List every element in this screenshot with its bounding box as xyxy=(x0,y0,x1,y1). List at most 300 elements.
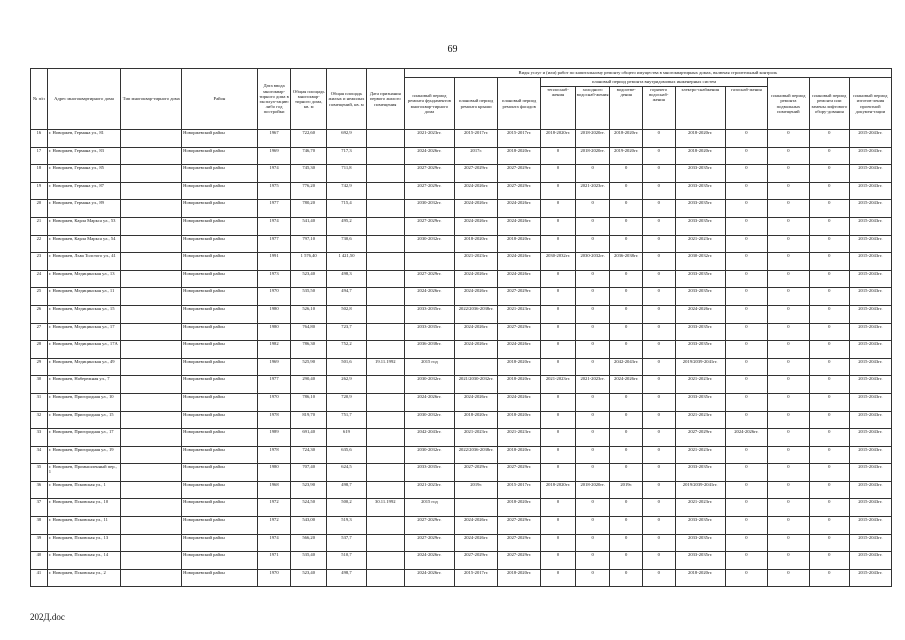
row-docs: 2015-2043гг. xyxy=(849,217,891,235)
row-docs: 2015-2043гг. xyxy=(849,534,891,552)
row-facade: 2024-2026гг. xyxy=(498,200,541,218)
row-total-area: 526,10 xyxy=(291,305,327,323)
row-docs: 2015-2043гг. xyxy=(849,429,891,447)
row-cold-water: 0 xyxy=(575,464,610,482)
row-number: 39 xyxy=(31,534,48,552)
header-facade: плановый период ремонта фасадов xyxy=(498,78,541,130)
row-basement: 0 xyxy=(767,534,809,552)
row-living-area: 720,9 xyxy=(327,393,367,411)
header-basement: плановый период ремонта подвальных помещений xyxy=(767,78,809,130)
row-district: Новоржевский район xyxy=(182,182,258,200)
row-number: 34 xyxy=(31,446,48,464)
row-roof: 2018-2020гг. xyxy=(455,411,498,429)
row-hot-water: 0 xyxy=(642,200,675,218)
row-number: 27 xyxy=(31,323,48,341)
row-heat: 0 xyxy=(541,552,576,570)
row-year: 1969 xyxy=(257,147,291,165)
row-roof xyxy=(455,358,498,376)
row-foundation: 2024-2026гг. xyxy=(404,569,454,587)
row-elevator: 0 xyxy=(809,200,849,218)
row-basement: 0 xyxy=(767,393,809,411)
row-sewer: 2019г. xyxy=(610,481,643,499)
row-date-emergency xyxy=(366,235,404,253)
row-heat: 2018-2020гг. xyxy=(541,481,576,499)
row-district: Новоржевский район xyxy=(182,288,258,306)
row-living-area: 692,9 xyxy=(327,130,367,148)
row-address: г. Новоржев, Псковская ул., 13 xyxy=(47,534,120,552)
row-date-emergency xyxy=(366,270,404,288)
header-hot-water: горячего водоснаб-жения xyxy=(642,87,675,130)
row-basement: 0 xyxy=(767,217,809,235)
row-date-emergency xyxy=(366,217,404,235)
row-district: Новоржевский район xyxy=(182,393,258,411)
row-heat: 0 xyxy=(541,411,576,429)
row-address: г. Новоржев, Германа ул., 89 xyxy=(47,200,120,218)
row-facade: 2015-2017гг. xyxy=(498,481,541,499)
row-date-emergency xyxy=(366,376,404,394)
row-cold-water: 0 xyxy=(575,446,610,464)
row-hot-water: 0 xyxy=(642,534,675,552)
header-systems-group: плановый период ремонта внутридомовых инженерных систем xyxy=(541,78,768,87)
row-year: 1978 xyxy=(257,411,291,429)
row-sewer: 0 xyxy=(610,270,643,288)
row-living-area: 723,7 xyxy=(327,323,367,341)
row-gas: 0 xyxy=(725,235,767,253)
row-basement: 0 xyxy=(767,182,809,200)
row-heat: 0 xyxy=(541,200,576,218)
row-living-area: 730,6 xyxy=(327,235,367,253)
row-docs: 2015-2043гг. xyxy=(849,552,891,570)
row-heat: 0 xyxy=(541,182,576,200)
row-docs: 2015-2043гг. xyxy=(849,323,891,341)
row-cold-water: 0 xyxy=(575,341,610,359)
row-hot-water: 0 xyxy=(642,288,675,306)
row-living-area: 742,9 xyxy=(327,182,367,200)
row-number: 26 xyxy=(31,305,48,323)
row-number: 38 xyxy=(31,517,48,535)
row-date-emergency xyxy=(366,411,404,429)
row-year: 1975 xyxy=(257,182,291,200)
row-electric: 2024-2026гг. xyxy=(675,305,725,323)
row-year: 1980 xyxy=(257,464,291,482)
row-docs: 2015-2043гг. xyxy=(849,288,891,306)
header-total-area: Общая площадь многоквар-тирного дома, кв. м xyxy=(291,69,327,130)
row-elevator: 0 xyxy=(809,393,849,411)
row-gas: 0 xyxy=(725,569,767,587)
row-number: 17 xyxy=(31,147,48,165)
row-type xyxy=(121,464,182,482)
row-electric: 2033-2035гг. xyxy=(675,165,725,183)
row-electric: 2033-2035гг. xyxy=(675,552,725,570)
row-address: г. Новоржев, Льва Толстого ул., 41 xyxy=(47,253,120,271)
row-basement: 0 xyxy=(767,130,809,148)
row-gas: 0 xyxy=(725,376,767,394)
row-type xyxy=(121,323,182,341)
row-roof: 2024-2026гг. xyxy=(455,393,498,411)
row-electric: 2030-2032гг. xyxy=(675,253,725,271)
row-living-area: 502,8 xyxy=(327,305,367,323)
row-gas: 0 xyxy=(725,165,767,183)
row-heat: 0 xyxy=(541,288,576,306)
row-type xyxy=(121,217,182,235)
row-cold-water: 2021-2023гг. xyxy=(575,376,610,394)
header-district: Район xyxy=(182,69,258,130)
row-foundation: 2030-2032гг. xyxy=(404,200,454,218)
row-facade: 2027-2029гг. xyxy=(498,165,541,183)
row-facade: 2018-2020гг. xyxy=(498,376,541,394)
row-heat: 0 xyxy=(541,534,576,552)
row-cold-water: 0 xyxy=(575,393,610,411)
row-facade: 2024-2026гг. xyxy=(498,393,541,411)
row-date-emergency xyxy=(366,130,404,148)
row-district: Новоржевский район xyxy=(182,341,258,359)
row-elevator: 0 xyxy=(809,165,849,183)
row-gas: 0 xyxy=(725,323,767,341)
table-row xyxy=(31,499,892,517)
row-address: г. Новоржев, Промышленный пер., 1 xyxy=(47,464,120,482)
table-row xyxy=(31,217,892,235)
row-heat: 0 xyxy=(541,147,576,165)
table-row xyxy=(31,130,892,148)
row-type xyxy=(121,446,182,464)
row-living-area: 262,9 xyxy=(327,376,367,394)
row-living-area: 498,3 xyxy=(327,270,367,288)
row-heat: 2018-2020гг. xyxy=(541,130,576,148)
row-living-area: 624,5 xyxy=(327,464,367,482)
row-gas: 0 xyxy=(725,200,767,218)
row-gas: 0 xyxy=(725,253,767,271)
row-year: 1970 xyxy=(257,288,291,306)
row-foundation: 2027-2029гг. xyxy=(404,517,454,535)
row-roof: 2021-2023гг. xyxy=(455,253,498,271)
row-elevator: 0 xyxy=(809,446,849,464)
row-date-emergency xyxy=(366,552,404,570)
row-cold-water: 0 xyxy=(575,499,610,517)
row-hot-water: 0 xyxy=(642,499,675,517)
row-foundation: 2021-2023гг. xyxy=(404,130,454,148)
row-elevator: 0 xyxy=(809,411,849,429)
row-year: 1974 xyxy=(257,534,291,552)
row-type xyxy=(121,305,182,323)
table-row xyxy=(31,323,892,341)
row-facade: 2024-2026гг. xyxy=(498,341,541,359)
row-sewer: 0 xyxy=(610,393,643,411)
row-date-emergency xyxy=(366,517,404,535)
row-heat: 0 xyxy=(541,341,576,359)
table-row xyxy=(31,411,892,429)
row-cold-water: 2030-2032гг. xyxy=(575,253,610,271)
row-heat: 2021-2023гг. xyxy=(541,376,576,394)
row-type xyxy=(121,235,182,253)
row-address: г. Новоржев, Карла Маркса ул., 53 xyxy=(47,217,120,235)
row-date-emergency xyxy=(366,305,404,323)
row-foundation xyxy=(404,253,454,271)
row-foundation: 2024-2026гг. xyxy=(404,393,454,411)
row-hot-water: 0 xyxy=(642,305,675,323)
row-sewer: 0 xyxy=(610,411,643,429)
row-basement: 0 xyxy=(767,235,809,253)
row-hot-water: 0 xyxy=(642,358,675,376)
row-total-area: 691,40 xyxy=(291,429,327,447)
table-row xyxy=(31,429,892,447)
row-total-area: 722,60 xyxy=(291,130,327,148)
row-hot-water: 0 xyxy=(642,341,675,359)
header-services-group: Виды услуг и (или) работ по капитальному ремонту общего имущества в многоквартирных домах, включая строительный контроль xyxy=(404,69,891,78)
row-elevator: 0 xyxy=(809,552,849,570)
row-roof: 2024-2026гг. xyxy=(455,200,498,218)
row-foundation: 2024-2026гг. xyxy=(404,147,454,165)
row-foundation: 2027-2029гг. xyxy=(404,217,454,235)
row-address: г. Новоржев, Пригородная ул., 15 xyxy=(47,411,120,429)
row-date-emergency xyxy=(366,446,404,464)
row-electric: 2021-2023гг. xyxy=(675,499,725,517)
row-cold-water: 2018-2020гг. xyxy=(575,147,610,165)
row-district: Новоржевский район xyxy=(182,253,258,271)
row-living-area: 717,3 xyxy=(327,147,367,165)
row-district: Новоржевский район xyxy=(182,217,258,235)
row-type xyxy=(121,253,182,271)
row-hot-water: 0 xyxy=(642,411,675,429)
row-roof xyxy=(455,499,498,517)
row-district: Новоржевский район xyxy=(182,499,258,517)
row-elevator: 0 xyxy=(809,182,849,200)
row-cold-water: 0 xyxy=(575,411,610,429)
row-facade: 2018-2020гг. xyxy=(498,235,541,253)
row-total-area: 1 576,40 xyxy=(291,253,327,271)
row-district: Новоржевский район xyxy=(182,517,258,535)
row-facade: 2018-2020гг. xyxy=(498,411,541,429)
row-cold-water: 2018-2020гг. xyxy=(575,130,610,148)
row-number: 31 xyxy=(31,393,48,411)
row-total-area: 819,70 xyxy=(291,411,327,429)
table-row xyxy=(31,182,892,200)
row-electric: 2033-2035гг. xyxy=(675,200,725,218)
row-year: 1977 xyxy=(257,376,291,394)
row-docs: 2015-2043гг. xyxy=(849,200,891,218)
row-hot-water: 0 xyxy=(642,464,675,482)
row-elevator: 0 xyxy=(809,288,849,306)
header-electric: электро-снабжения xyxy=(675,87,725,130)
row-gas: 0 xyxy=(725,534,767,552)
row-roof: 2027-2029гг. xyxy=(455,165,498,183)
row-cold-water: 0 xyxy=(575,552,610,570)
row-address: г. Новоржев, Псковская ул., 10 xyxy=(47,499,120,517)
row-elevator: 0 xyxy=(809,323,849,341)
row-total-area: 746,70 xyxy=(291,147,327,165)
row-roof: 2024-2026гг. xyxy=(455,341,498,359)
row-roof: 2015-2017гг. xyxy=(455,569,498,587)
row-gas: 0 xyxy=(725,552,767,570)
row-elevator: 0 xyxy=(809,464,849,482)
row-electric: 2033-2035гг. xyxy=(675,517,725,535)
row-sewer: 0 xyxy=(610,499,643,517)
row-sewer: 0 xyxy=(610,235,643,253)
row-total-area: 786,30 xyxy=(291,341,327,359)
row-foundation: 2027-2029гг. xyxy=(404,165,454,183)
row-living-area: 500,2 xyxy=(327,499,367,517)
row-living-area: 619 xyxy=(327,429,367,447)
row-district: Новоржевский район xyxy=(182,270,258,288)
row-facade: 2024-2026гг. xyxy=(498,253,541,271)
row-foundation: 2030-2032гг. xyxy=(404,446,454,464)
row-cold-water: 0 xyxy=(575,305,610,323)
row-number: 28 xyxy=(31,341,48,359)
row-living-area: 498,7 xyxy=(327,481,367,499)
row-basement: 0 xyxy=(767,429,809,447)
row-roof: 2021/2030-2032гг. xyxy=(455,376,498,394)
row-year: 1972 xyxy=(257,499,291,517)
row-address: г. Новоржев, Псковская ул., 1 xyxy=(47,481,120,499)
row-facade: 2018-2020гг. xyxy=(498,499,541,517)
row-cold-water: 2021-2023гг. xyxy=(575,182,610,200)
row-foundation: 2024-2026гг. xyxy=(404,288,454,306)
table-body xyxy=(31,130,892,587)
row-date-emergency xyxy=(366,288,404,306)
row-address: г. Новоржев, Медицинская ул., 13 xyxy=(47,270,120,288)
row-sewer: 0 xyxy=(610,517,643,535)
row-total-area: 541,40 xyxy=(291,217,327,235)
row-sewer: 2036-2038гг. xyxy=(610,253,643,271)
row-electric: 2033-2035гг. xyxy=(675,270,725,288)
header-date-emergency: Дата признания первого жилого помещения xyxy=(366,69,404,130)
row-electric: 2033-2035гг. xyxy=(675,534,725,552)
row-year: 1991 xyxy=(257,253,291,271)
row-docs: 2015-2043гг. xyxy=(849,165,891,183)
row-total-area: 724,30 xyxy=(291,446,327,464)
row-gas: 0 xyxy=(725,499,767,517)
row-date-emergency xyxy=(366,429,404,447)
row-facade: 2024-2026гг. xyxy=(498,217,541,235)
row-docs: 2015-2043гг. xyxy=(849,305,891,323)
row-year: 1978 xyxy=(257,446,291,464)
row-living-area: 711,8 xyxy=(327,165,367,183)
row-elevator: 0 xyxy=(809,270,849,288)
row-electric: 2027-2029гг. xyxy=(675,429,725,447)
row-electric: 2018-2020гг. xyxy=(675,569,725,587)
row-facade: 2027-2029гг. xyxy=(498,288,541,306)
row-address: г. Новоржев, Германа ул., 83 xyxy=(47,147,120,165)
row-cold-water: 0 xyxy=(575,534,610,552)
row-elevator: 0 xyxy=(809,130,849,148)
row-sewer: 0 xyxy=(610,165,643,183)
row-date-emergency xyxy=(366,464,404,482)
row-elevator: 0 xyxy=(809,305,849,323)
row-total-area: 786,10 xyxy=(291,393,327,411)
row-docs: 2015-2043гг. xyxy=(849,341,891,359)
row-basement: 0 xyxy=(767,552,809,570)
row-year: 1980 xyxy=(257,323,291,341)
row-basement: 0 xyxy=(767,341,809,359)
row-hot-water: 0 xyxy=(642,446,675,464)
row-address: г. Новоржев, Германа ул., 87 xyxy=(47,182,120,200)
row-total-area: 776,20 xyxy=(291,182,327,200)
row-address: г. Новоржев, Карла Маркса ул., 54 xyxy=(47,235,120,253)
row-date-emergency xyxy=(366,393,404,411)
row-roof: 2022/2036-2038гг. xyxy=(455,446,498,464)
row-district: Новоржевский район xyxy=(182,429,258,447)
row-docs: 2015-2043гг. xyxy=(849,446,891,464)
row-year: 1980 xyxy=(257,305,291,323)
row-hot-water: 0 xyxy=(642,393,675,411)
row-address: г. Новоржев, Медицинская ул., 17А xyxy=(47,341,120,359)
row-cold-water: 0 xyxy=(575,358,610,376)
row-facade: 2027-2029гг. xyxy=(498,534,541,552)
row-heat: 0 xyxy=(541,358,576,376)
row-heat: 0 xyxy=(541,499,576,517)
header-roof: плановый период ремонта крыши xyxy=(455,78,498,130)
row-type xyxy=(121,481,182,499)
row-hot-water: 0 xyxy=(642,235,675,253)
row-address: г. Новоржев, Пригородная ул., 17 xyxy=(47,429,120,447)
row-sewer: 0 xyxy=(610,446,643,464)
row-living-area: 715,4 xyxy=(327,200,367,218)
row-hot-water: 0 xyxy=(642,165,675,183)
row-electric: 2019/2039-2041гг. xyxy=(675,481,725,499)
row-docs: 2015-2043гг. xyxy=(849,376,891,394)
row-total-area: 764,80 xyxy=(291,323,327,341)
row-hot-water: 0 xyxy=(642,429,675,447)
row-living-area: 498,7 xyxy=(327,569,367,587)
row-sewer: 2019-2020гг. xyxy=(610,147,643,165)
table-row xyxy=(31,288,892,306)
row-heat: 0 xyxy=(541,270,576,288)
header-num: № п/п xyxy=(31,69,48,130)
row-type xyxy=(121,165,182,183)
row-total-area: 290,40 xyxy=(291,376,327,394)
row-basement: 0 xyxy=(767,323,809,341)
table-row xyxy=(31,393,892,411)
row-total-area: 707,40 xyxy=(291,464,327,482)
row-gas: 0 xyxy=(725,288,767,306)
row-elevator: 0 xyxy=(809,569,849,587)
table-row xyxy=(31,358,892,376)
row-docs: 2015-2043гг. xyxy=(849,569,891,587)
row-sewer: 0 xyxy=(610,464,643,482)
row-sewer: 0 xyxy=(610,182,643,200)
row-roof: 2019г. xyxy=(455,481,498,499)
row-date-emergency xyxy=(366,182,404,200)
row-number: 33 xyxy=(31,429,48,447)
row-electric: 2033-2035гг. xyxy=(675,217,725,235)
row-living-area: 519,3 xyxy=(327,517,367,535)
row-foundation: 2030-2032гг. xyxy=(404,411,454,429)
row-heat: 2030-2032гг. xyxy=(541,253,576,271)
row-living-area: 752,2 xyxy=(327,341,367,359)
row-gas: 0 xyxy=(725,270,767,288)
row-electric: 2018-2020гг. xyxy=(675,147,725,165)
row-gas: 0 xyxy=(725,481,767,499)
row-foundation: 2033-2035гг. xyxy=(404,464,454,482)
row-roof: 2015-2017гг. xyxy=(455,130,498,148)
row-sewer: 0 xyxy=(610,217,643,235)
row-electric: 2033-2035гг. xyxy=(675,182,725,200)
row-cold-water: 0 xyxy=(575,429,610,447)
row-roof: 2024-2026гг. xyxy=(455,270,498,288)
row-cold-water: 0 xyxy=(575,217,610,235)
row-hot-water: 0 xyxy=(642,569,675,587)
table-row xyxy=(31,165,892,183)
row-gas: 0 xyxy=(725,130,767,148)
row-date-emergency xyxy=(366,569,404,587)
row-facade: 2027-2029гг. xyxy=(498,552,541,570)
row-gas: 0 xyxy=(725,305,767,323)
row-docs: 2015-2043гг. xyxy=(849,182,891,200)
row-facade: 2024-2026гг. xyxy=(498,270,541,288)
row-gas: 0 xyxy=(725,464,767,482)
row-basement: 0 xyxy=(767,481,809,499)
table-row xyxy=(31,305,892,323)
row-living-area: 495,2 xyxy=(327,217,367,235)
